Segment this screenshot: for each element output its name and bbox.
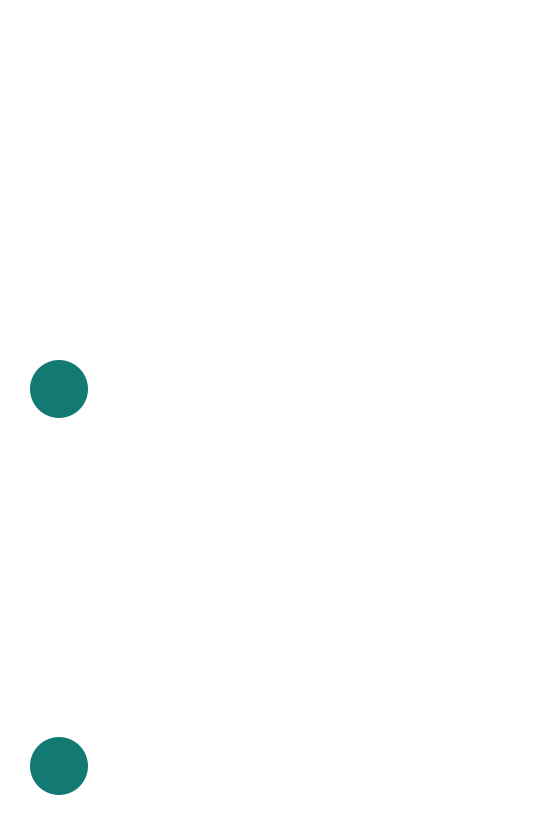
native-plant-network-logo (30, 737, 88, 795)
native-plant-network-logo (30, 360, 88, 418)
